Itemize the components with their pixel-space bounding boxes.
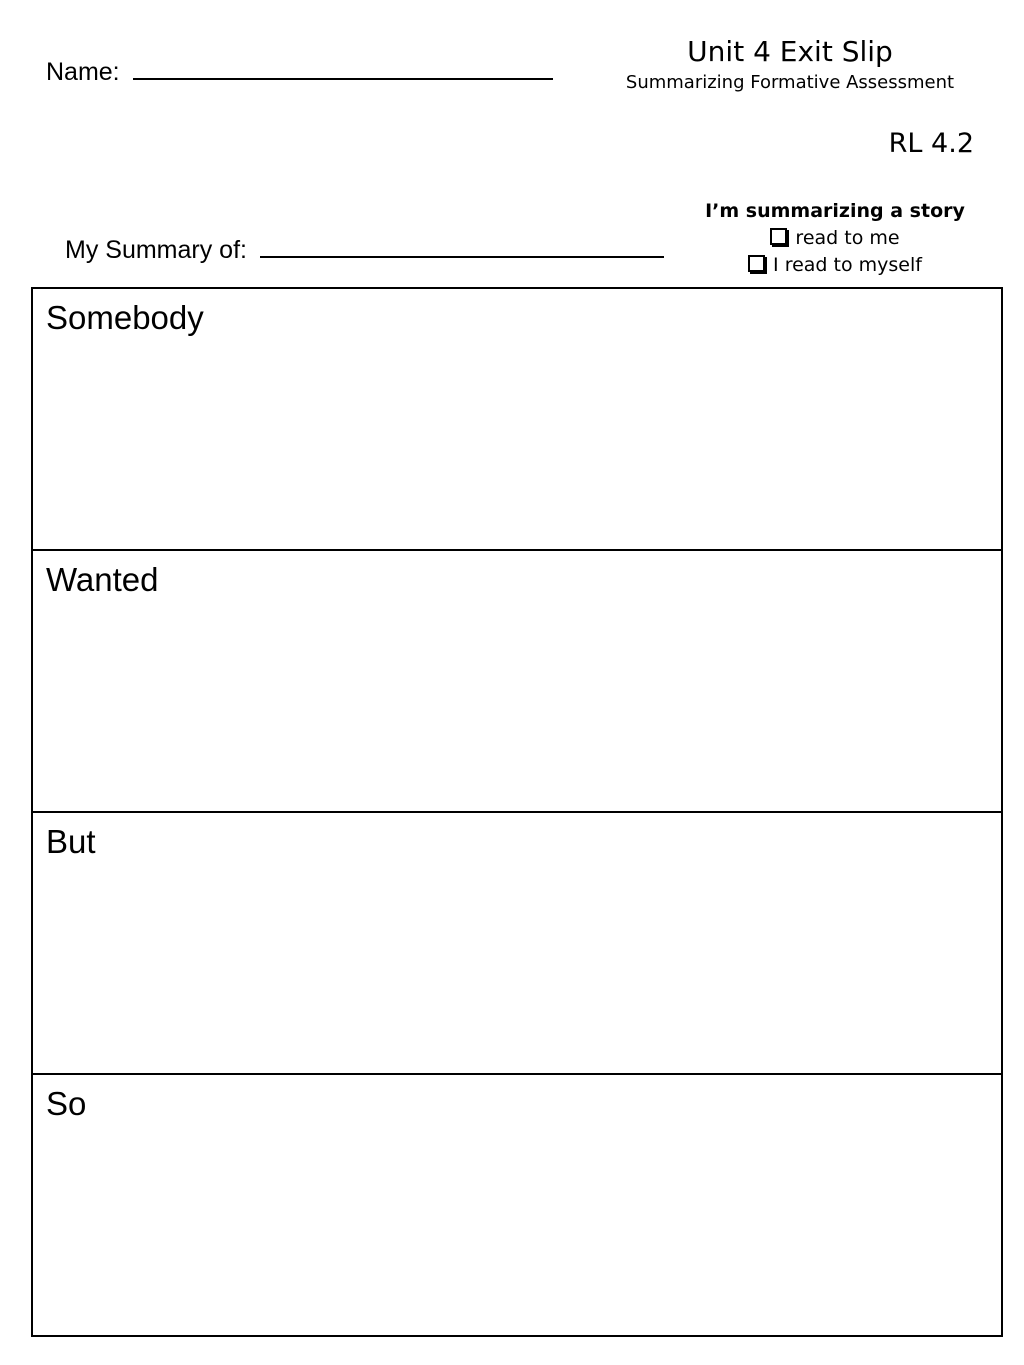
box-label: Wanted [46, 561, 159, 598]
box-label: So [46, 1085, 87, 1122]
checkbox-icon[interactable] [770, 228, 787, 245]
checklist-option-label: read to me [795, 227, 900, 249]
checkbox-icon[interactable] [748, 255, 765, 272]
box-label: Somebody [46, 299, 204, 336]
standard-code: RL 4.2 [888, 128, 974, 159]
title-block [600, 34, 980, 96]
so-box[interactable] [33, 1075, 1001, 1335]
page-title: Unit 4 Exit Slip [687, 35, 893, 68]
box-label: But [46, 823, 96, 860]
summary-boxes [31, 287, 1003, 1337]
page-subtitle: Summarizing Formative Assessment [625, 72, 955, 93]
somebody-box[interactable] [33, 289, 1001, 551]
checklist-option-read-myself[interactable] [690, 252, 980, 279]
summary-label: My Summary of: [65, 236, 247, 264]
name-field[interactable] [46, 58, 553, 87]
checklist-option-read-to-me[interactable] [690, 225, 980, 252]
but-box[interactable] [33, 813, 1001, 1075]
name-label: Name: [46, 58, 120, 86]
wanted-box[interactable] [33, 551, 1001, 813]
name-blank[interactable] [133, 78, 553, 80]
story-checklist [690, 198, 980, 279]
summary-blank[interactable] [260, 256, 664, 258]
checklist-heading: I’m summarizing a story [705, 200, 965, 222]
checklist-option-label: I read to myself [773, 254, 922, 276]
summary-field[interactable] [65, 236, 664, 265]
